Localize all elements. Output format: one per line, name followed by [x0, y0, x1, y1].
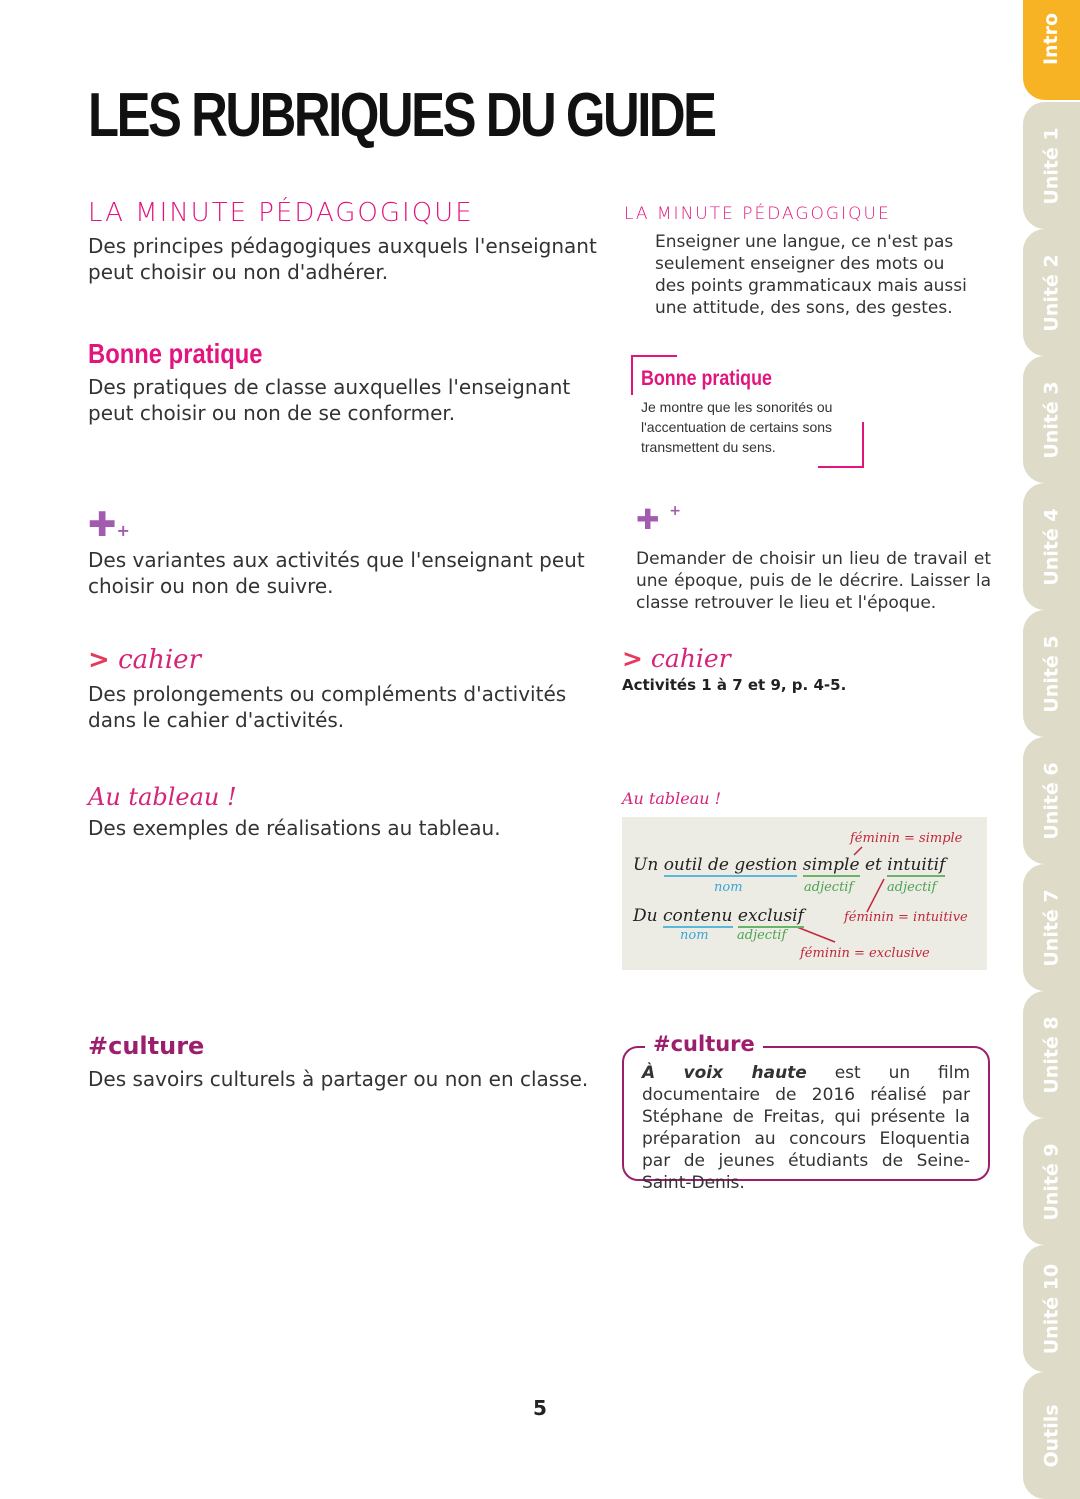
tab-label: Unité 8: [1040, 1015, 1063, 1094]
chevron-right-icon: >: [622, 644, 643, 673]
tab-label: Unité 4: [1040, 507, 1063, 586]
tab-label: Unité 1: [1040, 126, 1063, 205]
minute-example: Enseigner une langue, ce n'est pas seulement enseigner des mots ou des points grammaticaux mais aussi une attitude, des sons, des gestes.: [655, 232, 967, 318]
tab-label: Unité 9: [1040, 1142, 1063, 1221]
label-nom: nom: [714, 880, 743, 895]
bonne-pratique-label: Bonne pratique: [88, 338, 263, 369]
tab-label: Unité 2: [1040, 253, 1063, 332]
annotation-feminin-exclusive: féminin = exclusive: [800, 946, 930, 961]
tab-unit-10[interactable]: [1023, 1245, 1080, 1372]
page-title: LES RUBRIQUES DU GUIDE: [88, 81, 715, 150]
culture-example: À voix haute est un film documentaire de 2016 réalisé par Stéphane de Freitas, qui présente la préparation au concours Eloquentia par de jeunes étudiants de Seine-Saint-Denis.: [642, 1063, 971, 1193]
annotation-feminin-simple: féminin = simple: [850, 831, 963, 846]
culture-example-label: #culture: [645, 1032, 763, 1056]
bonne-pratique-example-label: Bonne pratique: [641, 367, 772, 390]
tab-label: Unité 6: [1040, 761, 1063, 840]
sentence-1: Un outil de gestion simple et intuitif: [633, 855, 946, 875]
tableau-desc: Des exemples de réalisations au tableau.: [88, 816, 501, 840]
tableau-label: Au tableau !: [88, 783, 237, 811]
tab-unit-3[interactable]: [1023, 356, 1080, 483]
label-nom: nom: [680, 928, 709, 943]
cahier-example: Activités 1 à 7 et 9, p. 4-5.: [622, 676, 847, 694]
tab-intro[interactable]: [1023, 0, 1080, 100]
tab-unit-4[interactable]: [1023, 483, 1080, 610]
tab-label: Unité 10: [1040, 1263, 1063, 1354]
label-adjectif: adjectif: [804, 880, 854, 895]
tab-label: Unité 3: [1040, 380, 1063, 459]
tab-unit-7[interactable]: [1023, 864, 1080, 991]
page-number: 5: [533, 1396, 547, 1420]
tab-unit-2[interactable]: [1023, 229, 1080, 356]
tab-label: Unité 7: [1040, 888, 1063, 967]
plus-icon: ✚+: [88, 505, 130, 545]
minute-desc: Des principes pédagogiques auxquels l'enseignant peut choisir ou non d'adhérer.: [88, 234, 597, 284]
tab-unit-1[interactable]: [1023, 102, 1080, 229]
culture-label: #culture: [88, 1032, 205, 1060]
plus-example: Demander de choisir un lieu de travail et une époque, puis de le décrire. Laisser la classe retrouver le lieu et l'époque.: [636, 549, 991, 613]
tab-outils[interactable]: [1023, 1372, 1080, 1499]
bonne-pratique-example: Je montre que les sonorités ou l'accentuation de certains sons transmettent du sens.: [641, 399, 833, 455]
label-adjectif: adjectif: [887, 880, 937, 895]
cahier-example-label: > cahier: [622, 644, 731, 673]
plus-icon: ✚ +: [636, 503, 681, 536]
minute-label: LA MINUTE PÉDAGOGIQUE: [88, 198, 474, 228]
tab-label: Unité 5: [1040, 634, 1063, 713]
tab-unit-6[interactable]: [1023, 737, 1080, 864]
tableau-example-label: Au tableau !: [622, 789, 722, 808]
label-adjectif: adjectif: [737, 928, 787, 943]
cahier-label: > cahier: [88, 645, 202, 675]
cahier-desc: Des prolongements ou compléments d'activités dans le cahier d'activités.: [88, 682, 567, 732]
tab-unit-9[interactable]: [1023, 1118, 1080, 1245]
tab-unit-8[interactable]: [1023, 991, 1080, 1118]
blackboard-example: [622, 817, 987, 970]
plus-desc: Des variantes aux activités que l'enseignant peut choisir ou non de suivre.: [88, 548, 585, 598]
sentence-2: Du contenu exclusif: [633, 906, 804, 926]
annotation-feminin-intuitive: féminin = intuitive: [844, 910, 968, 925]
minute-example-label: LA MINUTE PÉDAGOGIQUE: [624, 204, 891, 224]
culture-desc: Des savoirs culturels à partager ou non en classe.: [88, 1067, 589, 1091]
bonne-pratique-desc: Des pratiques de classe auxquelles l'enseignant peut choisir ou non de se conformer.: [88, 375, 571, 425]
tab-unit-5[interactable]: [1023, 610, 1080, 737]
tab-label: Intro: [1040, 12, 1063, 66]
tab-label: Outils: [1040, 1403, 1063, 1468]
chevron-right-icon: >: [88, 645, 110, 675]
